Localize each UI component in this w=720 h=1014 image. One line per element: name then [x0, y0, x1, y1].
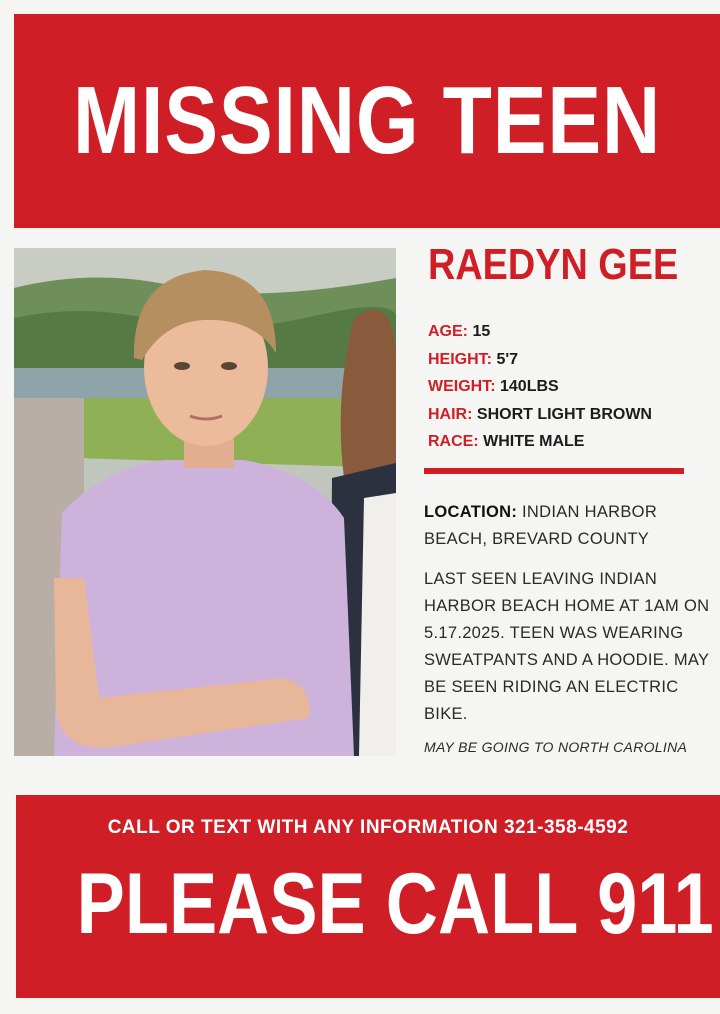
detail-value: 140LBS — [500, 378, 559, 395]
header-band — [14, 14, 720, 228]
contact-info: CALL OR TEXT WITH ANY INFORMATION 321-358-4592 — [107, 817, 629, 838]
call-to-action — [16, 855, 720, 954]
detail-row-age — [428, 318, 652, 346]
location-value: INDIAN HARBOR BEACH, BREVARD COUNTY — [424, 503, 658, 548]
detail-label: AGE: — [428, 323, 468, 340]
detail-value: SHORT LIGHT BROWN — [476, 405, 652, 423]
location-block — [424, 499, 720, 553]
detail-value: WHITE MALE — [483, 433, 585, 450]
headline: MISSING TEEN — [72, 67, 662, 174]
detail-row-hair — [428, 401, 652, 429]
detail-label: HEIGHT: — [428, 350, 492, 368]
person-photo — [14, 248, 396, 756]
detail-row-height — [428, 346, 652, 374]
call-to-action-text: PLEASE CALL 911 — [76, 856, 714, 952]
detail-value: 15 — [472, 323, 491, 340]
detail-row-weight — [428, 373, 652, 401]
location-label: LOCATION: — [424, 503, 518, 521]
footer-band — [16, 795, 720, 998]
photo-illustration — [14, 248, 396, 756]
detail-value: 5'7 — [496, 350, 519, 368]
detail-label: HAIR: — [428, 405, 473, 423]
divider — [424, 468, 684, 474]
destination-note: MAY BE GOING TO NORTH CAROLINA — [424, 739, 688, 755]
detail-label: WEIGHT: — [428, 378, 496, 395]
detail-label: RACE: — [428, 433, 479, 450]
detail-row-race — [428, 428, 652, 456]
details-list — [428, 318, 652, 456]
person-name: RAEDYN GEE — [428, 240, 679, 289]
last-seen-description: LAST SEEN LEAVING INDIAN HARBOR BEACH HOME AT 1AM ON 5.17.2025. TEEN WAS WEARING SWEATPANTS AND A HOODIE. MAY BE SEEN RIDING AN ELECTRIC BIKE. — [424, 570, 710, 723]
